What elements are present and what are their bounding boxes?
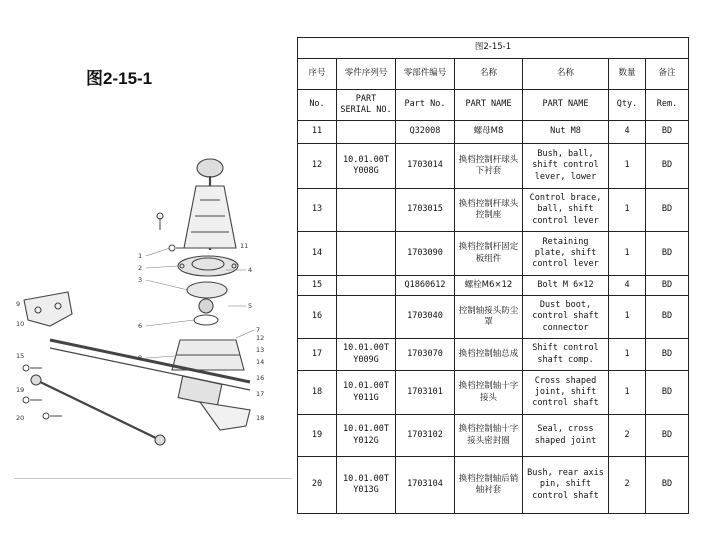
- cell-rem: BD: [646, 371, 689, 415]
- header-name-cn: 名称: [455, 59, 523, 90]
- callout-12: 12: [256, 334, 265, 342]
- cell-name-en: Dust boot, control shaft connector: [523, 296, 609, 339]
- cell-name-en: Nut M8: [523, 121, 609, 144]
- cell-qty: 1: [609, 371, 646, 415]
- cell-name-en: Control brace, ball, shift control lever: [523, 189, 609, 232]
- table-row: [298, 339, 689, 371]
- cell-no: 17: [298, 339, 337, 371]
- cell-name-cn: 换档控制杆球头控制座: [455, 189, 523, 232]
- cell-name-cn: 控制轴接头防尘罩: [455, 296, 523, 339]
- cell-qty: 1: [609, 232, 646, 276]
- header-no-cn: 序号: [298, 59, 337, 90]
- cell-rem: BD: [646, 415, 689, 457]
- cell-part-no: 1703102: [396, 415, 455, 457]
- cell-serial: 10.01.00T Y013G: [337, 457, 396, 514]
- cell-no: 15: [298, 276, 337, 296]
- callout-4: 4: [248, 266, 253, 274]
- cell-rem: BD: [646, 457, 689, 514]
- callout-13: 13: [256, 346, 265, 354]
- header-serial-cn: 零件序列号: [337, 59, 396, 90]
- cross-joint: [178, 376, 222, 406]
- cell-part-no: Q32008: [396, 121, 455, 144]
- cell-name-cn: 换档控制轴后销轴衬套: [455, 457, 523, 514]
- callout-14: 14: [256, 358, 265, 366]
- cell-serial: [337, 276, 396, 296]
- table-row: [298, 144, 689, 189]
- cell-rem: BD: [646, 144, 689, 189]
- cell-name-en: Bolt M 6×12: [523, 276, 609, 296]
- callout-15: 15: [16, 352, 25, 360]
- callout-5: 5: [248, 302, 253, 310]
- ball-seat: [187, 282, 227, 298]
- table-row: [298, 457, 689, 514]
- header-name-en-cn: 名称: [523, 59, 609, 90]
- cell-name-en: Cross shaped joint, shift control shaft: [523, 371, 609, 415]
- cell-serial: [337, 189, 396, 232]
- cell-qty: 1: [609, 296, 646, 339]
- table-row: [298, 296, 689, 339]
- cell-qty: 1: [609, 144, 646, 189]
- cell-part-no: 1703104: [396, 457, 455, 514]
- table-row: [298, 415, 689, 457]
- cell-qty: 1: [609, 339, 646, 371]
- header-name-en: PART NAME: [455, 90, 523, 121]
- figure-label: 图2-15-1: [86, 69, 153, 88]
- caption-row: [298, 38, 689, 59]
- header-part-no-cn: 零部件编号: [396, 59, 455, 90]
- cell-no: 20: [298, 457, 337, 514]
- cell-qty: 4: [609, 121, 646, 144]
- cell-serial: 10.01.00T Y011G: [337, 371, 396, 415]
- header-no-en: No.: [298, 90, 337, 121]
- cell-no: 14: [298, 232, 337, 276]
- cell-rem: BD: [646, 296, 689, 339]
- table-row: [298, 276, 689, 296]
- callout-11: 11: [240, 242, 249, 250]
- header-rem-cn: 备注: [646, 59, 689, 90]
- callout-17: 17: [256, 390, 265, 398]
- cell-serial: [337, 121, 396, 144]
- cell-no: 18: [298, 371, 337, 415]
- exploded-view-drawing: [10, 130, 290, 490]
- callout-19: 19: [16, 386, 25, 394]
- cell-serial: [337, 232, 396, 276]
- callout-7: 7: [256, 326, 261, 334]
- table-row: [298, 189, 689, 232]
- callout-18: 18: [256, 414, 265, 422]
- callout-16: 16: [256, 374, 265, 382]
- cell-part-no: 1703015: [396, 189, 455, 232]
- cell-name-en: Seal, cross shaped joint: [523, 415, 609, 457]
- header-row-en: [298, 90, 689, 121]
- cell-qty: 2: [609, 457, 646, 514]
- header-row-cn: [298, 59, 689, 90]
- cell-name-cn: 换档控制轴总成: [455, 339, 523, 371]
- parts-table: [297, 37, 689, 514]
- callout-3: 3: [138, 276, 143, 284]
- callout-10: 10: [16, 320, 25, 328]
- header-serial-en: PART SERIAL NO.: [337, 90, 396, 121]
- cell-serial: 10.01.00T Y009G: [337, 339, 396, 371]
- cell-part-no: 1703040: [396, 296, 455, 339]
- callout-2: 2: [138, 264, 143, 272]
- header-name-en-2: PART NAME: [523, 90, 609, 121]
- cell-name-en: Bush, ball, shift control lever, lower: [523, 144, 609, 189]
- cell-serial: 10.01.00T Y008G: [337, 144, 396, 189]
- callout-9: 9: [16, 300, 21, 308]
- cell-name-cn: 换档控制杆球头下衬套: [455, 144, 523, 189]
- cell-rem: BD: [646, 339, 689, 371]
- retaining-plate: [178, 256, 238, 276]
- cell-name-cn: 螺母M8: [455, 121, 523, 144]
- cell-rem: BD: [646, 232, 689, 276]
- cell-rem: BD: [646, 121, 689, 144]
- cell-name-cn: 螺栓M6×12: [455, 276, 523, 296]
- cell-no: 11: [298, 121, 337, 144]
- cell-part-no: 1703090: [396, 232, 455, 276]
- cell-name-en: Retaining plate, shift control lever: [523, 232, 609, 276]
- header-qty-en: Qty.: [609, 90, 646, 121]
- cell-name-en: Bush, rear axis pin, shift control shaft: [523, 457, 609, 514]
- cell-no: 16: [298, 296, 337, 339]
- cell-rem: BD: [646, 189, 689, 232]
- drawing-baseline: [14, 478, 292, 479]
- callout-20: 20: [16, 414, 25, 422]
- cell-part-no: Q1860612: [396, 276, 455, 296]
- cell-no: 12: [298, 144, 337, 189]
- cell-name-en: Shift control shaft comp.: [523, 339, 609, 371]
- callout-6: 6: [138, 322, 143, 330]
- header-qty-cn: 数量: [609, 59, 646, 90]
- cell-qty: 4: [609, 276, 646, 296]
- left-bracket: [24, 292, 72, 326]
- cell-name-cn: 换档控制轴十字接头: [455, 371, 523, 415]
- table-row: [298, 371, 689, 415]
- table-caption: 图2-15-1: [298, 38, 689, 59]
- table-row: [298, 232, 689, 276]
- cell-qty: 2: [609, 415, 646, 457]
- header-rem-en: Rem.: [646, 90, 689, 121]
- cell-part-no: 1703070: [396, 339, 455, 371]
- cell-name-cn: 换档控制轴十字接头密封圈: [455, 415, 523, 457]
- ball-bush: [199, 299, 213, 313]
- cell-serial: [337, 296, 396, 339]
- cell-no: 19: [298, 415, 337, 457]
- table-row: [298, 121, 689, 144]
- cell-name-cn: 换档控制杆固定板组件: [455, 232, 523, 276]
- cell-serial: 10.01.00T Y012G: [337, 415, 396, 457]
- cell-part-no: 1703101: [396, 371, 455, 415]
- cell-qty: 1: [609, 189, 646, 232]
- cell-part-no: 1703014: [396, 144, 455, 189]
- rear-linkage: [200, 402, 250, 430]
- cell-rem: BD: [646, 276, 689, 296]
- callout-8: 8: [138, 354, 143, 362]
- dust-boot: [184, 186, 236, 248]
- lower-rod: [36, 380, 160, 440]
- callout-1: 1: [138, 252, 143, 260]
- cell-no: 13: [298, 189, 337, 232]
- header-part-no-en: Part No.: [396, 90, 455, 121]
- lever-knob: [197, 159, 223, 177]
